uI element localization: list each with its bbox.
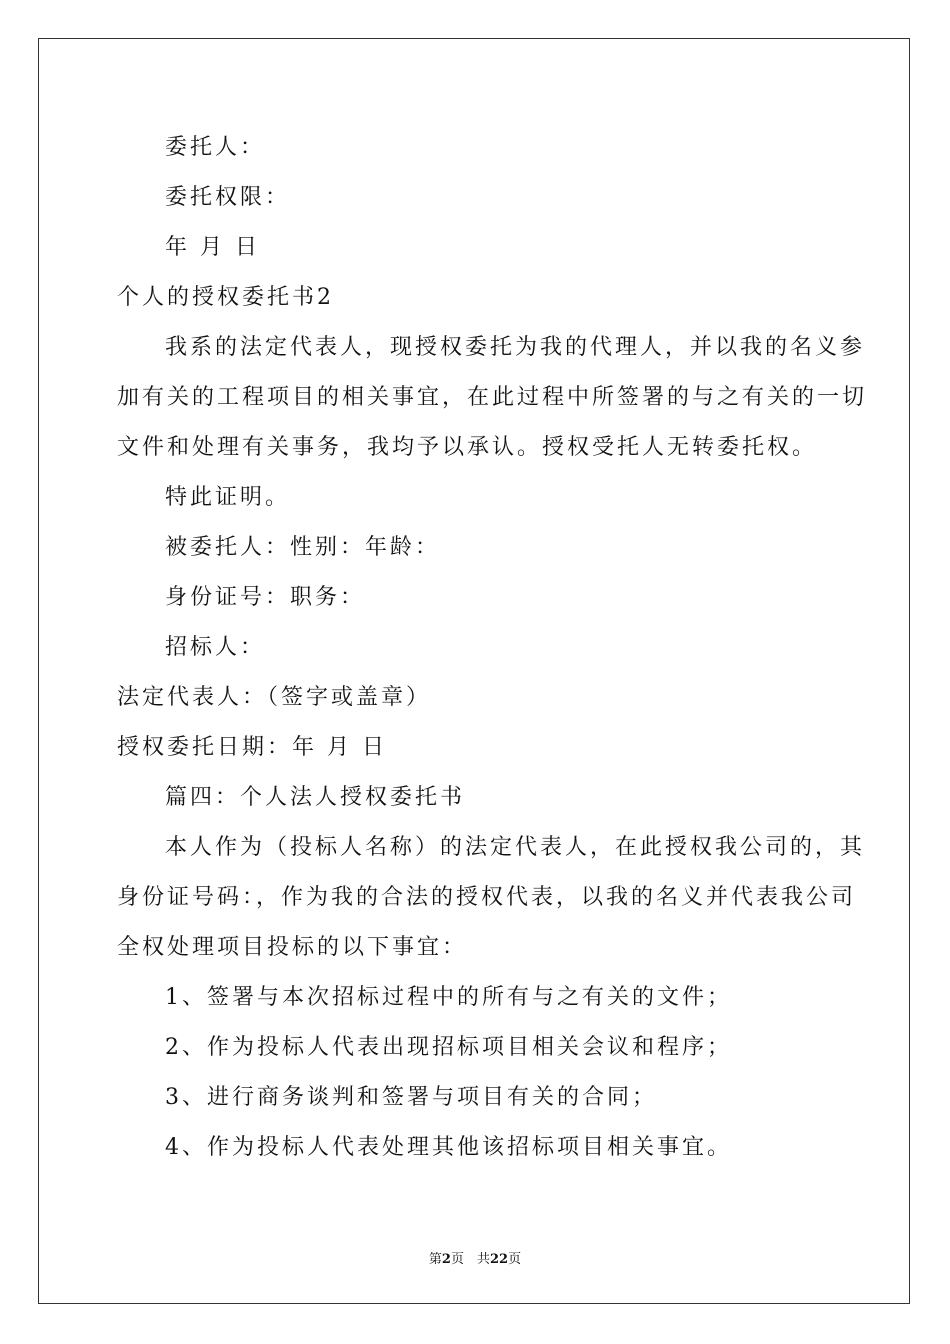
section-heading: 个人的授权委托书2 xyxy=(117,285,334,310)
text-line: 加有关的工程项目的相关事宜，在此过程中所签署的与之有关的一切 xyxy=(117,385,868,410)
text-line: 全权处理项目投标的以下事宜： xyxy=(117,935,468,960)
list-item: 4、作为投标人代表处理其他该招标项目相关事宜。 xyxy=(165,1135,732,1160)
list-item: 3、进行商务谈判和签署与项目有关的合同； xyxy=(165,1085,657,1110)
text-line: 身份证号：职务： xyxy=(165,585,366,610)
text-line: 被委托人：性别：年龄： xyxy=(165,535,441,560)
text-line: 招标人： xyxy=(165,635,266,660)
list-item: 1、签署与本次招标过程中的所有与之有关的文件； xyxy=(165,985,732,1010)
text-line: 特此证明。 xyxy=(165,485,291,510)
text-line: 本人作为（投标人名称）的法定代表人，在此授权我公司的，其 xyxy=(165,835,866,860)
text-line: 委托人： xyxy=(165,135,266,160)
text-line: 身份证号码：，作为我的合法的授权代表，以我的名义并代表我公司 xyxy=(117,885,857,910)
page-number: 2 xyxy=(441,1252,451,1267)
text-line: 委托权限： xyxy=(165,185,291,210)
page-border xyxy=(38,38,910,1304)
text-line: 我系的法定代表人，现授权委托为我的代理人，并以我的名义参 xyxy=(165,335,866,360)
text-line: 法定代表人：（签字或盖章） xyxy=(117,685,432,710)
total-pages: 22 xyxy=(489,1252,509,1267)
list-item: 2、作为投标人代表出现招标项目相关会议和程序； xyxy=(165,1035,732,1060)
page-footer: 第2页 共22页 xyxy=(428,1252,522,1267)
section-heading: 篇四：个人法人授权委托书 xyxy=(165,785,466,810)
text-line: 授权委托日期：年 月 日 xyxy=(117,735,387,760)
text-line: 文件和处理有关事务，我均予以承认。授权受托人无转委托权。 xyxy=(117,435,818,460)
text-line: 年 月 日 xyxy=(165,235,260,260)
